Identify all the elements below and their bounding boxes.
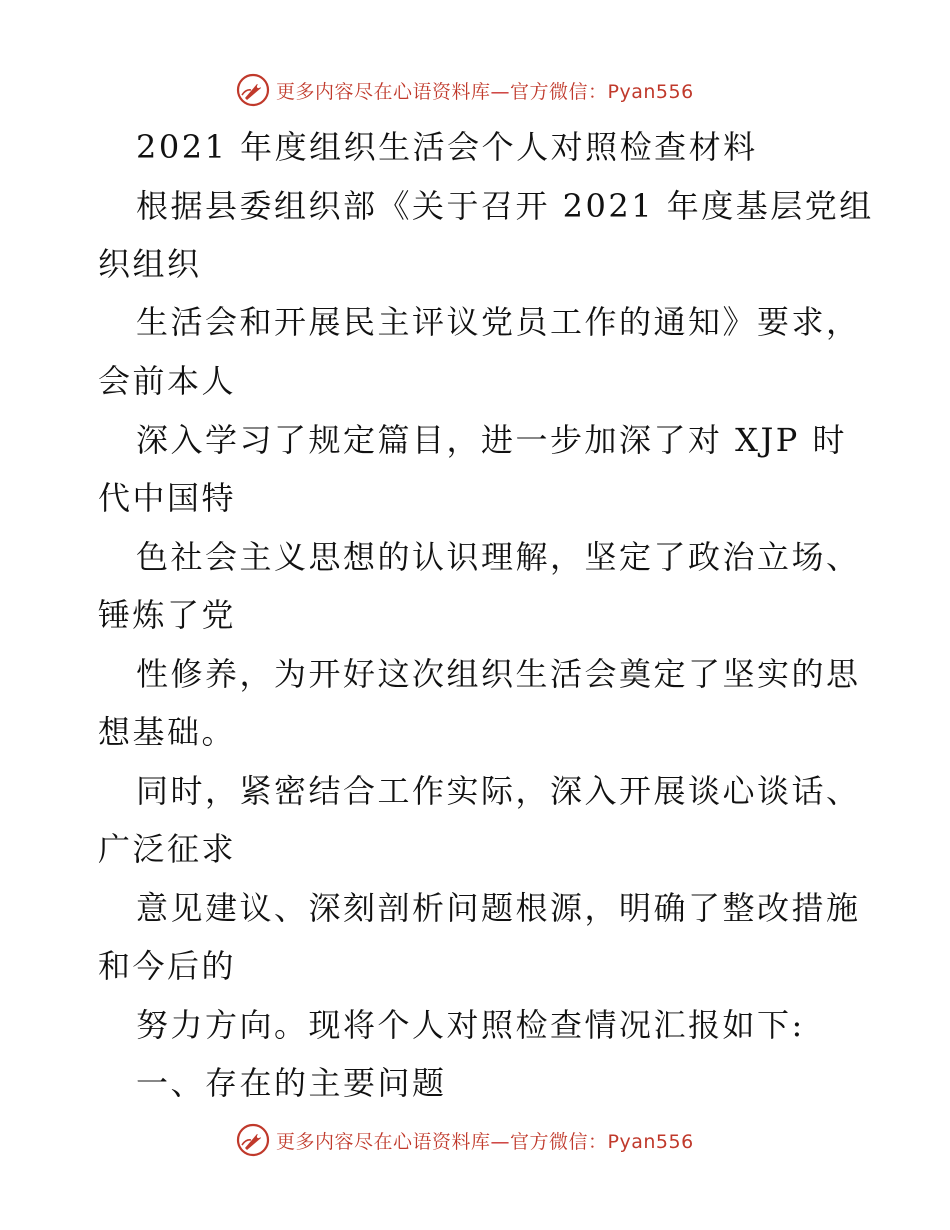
paragraph-line: 生活会和开展民主评议党员工作的通知》要求，	[136, 303, 861, 341]
paragraph-line: 会前本人	[98, 362, 237, 400]
paragraph-line: 锤炼了党	[98, 596, 237, 634]
paragraph-line: 根据县委组织部《关于召开 2021 年度基层党组	[136, 187, 874, 225]
paragraph-line: 代中国特	[98, 479, 237, 517]
paragraph-line: 色社会主义思想的认识理解，坚定了政治立场、	[136, 538, 861, 576]
paragraph-line: 性修养，为开好这次组织生活会奠定了坚实的思	[136, 655, 861, 693]
paragraph-line: 织组织	[98, 245, 202, 283]
paragraph-line: 广泛征求	[98, 830, 237, 868]
pen-nib-logo-icon	[236, 73, 270, 107]
section-heading: 一、存在的主要问题	[136, 1064, 447, 1102]
paragraph-line: 和今后的	[98, 947, 237, 985]
paragraph-line: 努力方向。现将个人对照检查情况汇报如下:	[136, 1006, 805, 1044]
document-title: 2021 年度组织生活会个人对照检查材料	[136, 128, 758, 166]
header-watermark	[236, 72, 694, 108]
footer-watermark	[236, 1122, 694, 1158]
paragraph-line: 深入学习了规定篇目，进一步加深了对 XJP 时	[136, 421, 847, 459]
pen-nib-logo-icon	[236, 1123, 270, 1157]
paragraph-line: 想基础。	[98, 713, 237, 751]
watermark-text: 更多内容尽在心语资料库—官方微信：Pyan556	[276, 1130, 694, 1153]
paragraph-line: 意见建议、深刻剖析问题根源，明确了整改措施	[136, 889, 861, 927]
watermark-text: 更多内容尽在心语资料库—官方微信：Pyan556	[276, 80, 694, 103]
paragraph-line: 同时，紧密结合工作实际，深入开展谈心谈话、	[136, 772, 861, 810]
